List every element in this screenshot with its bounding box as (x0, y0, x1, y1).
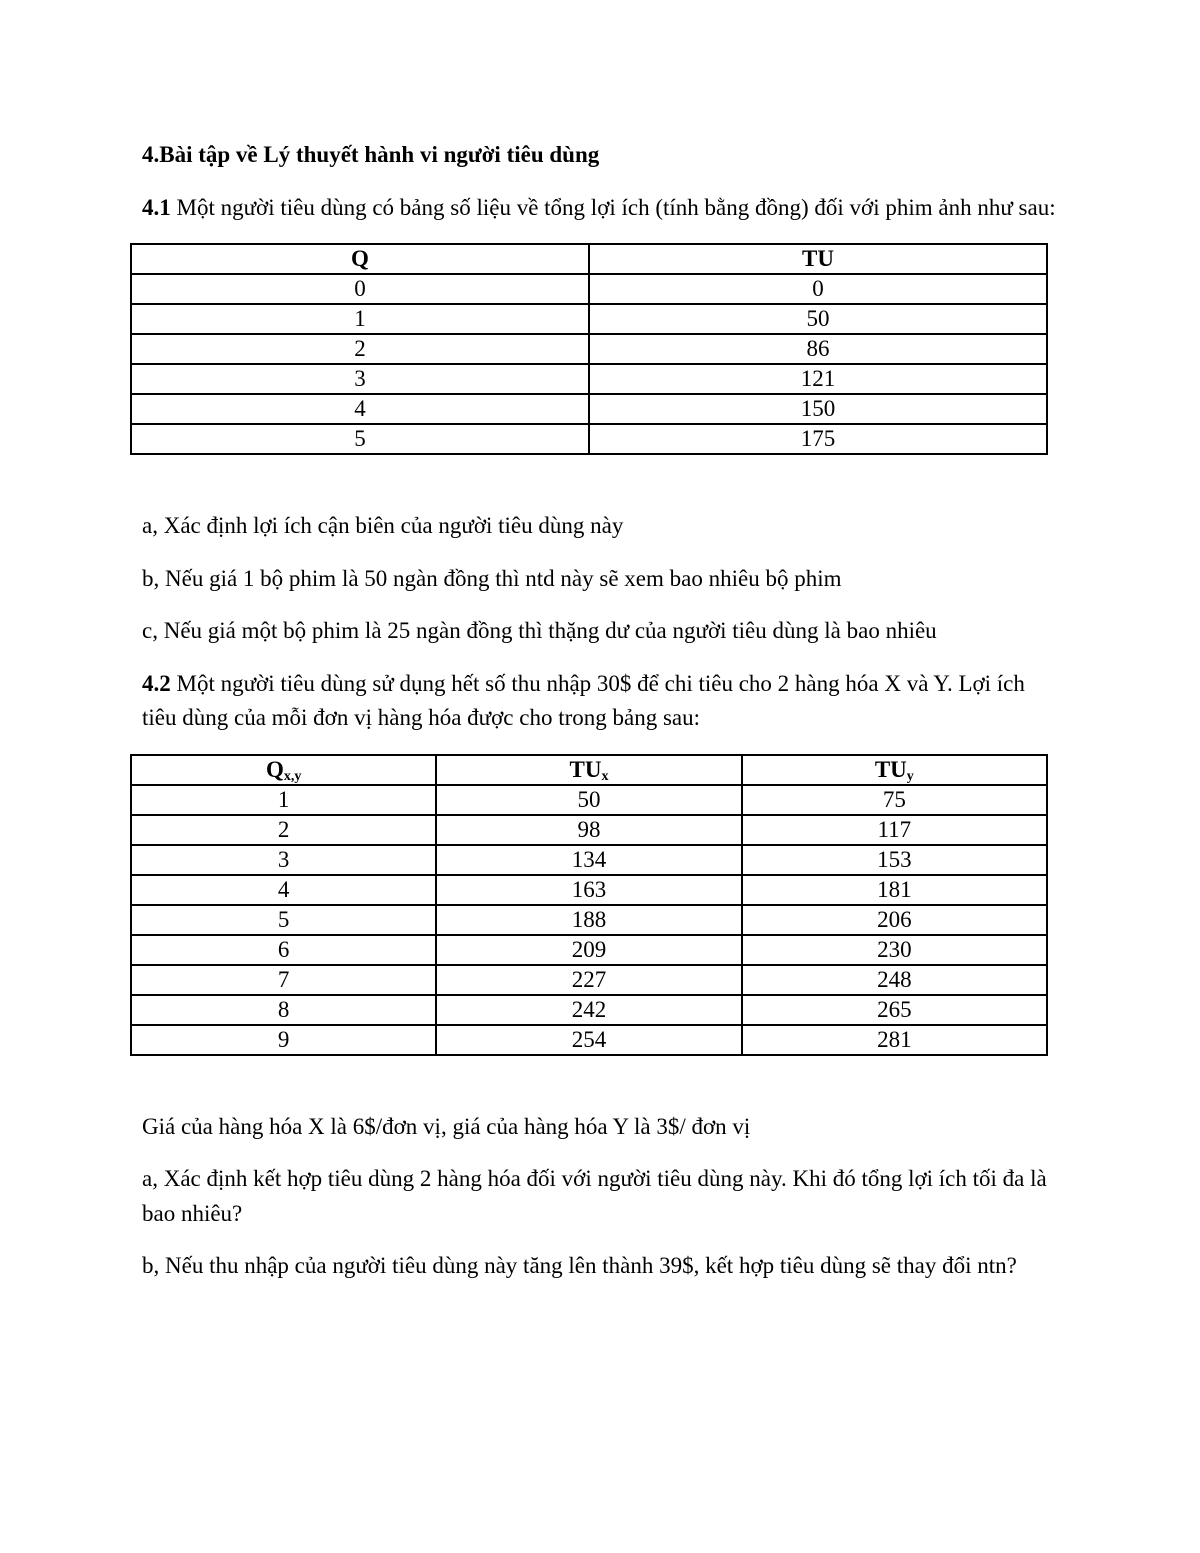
cell-q: 0 (131, 274, 589, 304)
cell-tuy: 117 (742, 815, 1047, 845)
exercise-4-1-number: 4.1 (142, 194, 171, 220)
table-row (131, 304, 1047, 334)
table-header-row (131, 244, 1047, 274)
utility-table-4-2 (130, 754, 1048, 1056)
header-tux (436, 755, 741, 785)
cell-qxy: 3 (131, 845, 436, 875)
table-row (131, 334, 1047, 364)
cell-tu: 86 (589, 334, 1047, 364)
cell-tuy: 265 (742, 995, 1047, 1025)
table-row (131, 364, 1047, 394)
cell-qxy: 5 (131, 905, 436, 935)
cell-tu: 0 (589, 274, 1047, 304)
table-row (131, 995, 1047, 1025)
exercise-4-1-text: Một người tiêu dùng có bảng số liệu về tổng lợi ích (tính bằng đồng) đối với phim ảnh như sau: (170, 194, 1056, 220)
section-title: 4.Bài tập về Lý thuyết hành vi người tiêu dùng (142, 142, 600, 167)
cell-tuy: 181 (742, 875, 1047, 905)
header-tux-main: TU (569, 756, 602, 782)
cell-qxy: 9 (131, 1025, 436, 1055)
cell-tux: 188 (436, 905, 741, 935)
table-header-row (131, 755, 1047, 785)
question-4-1-a: a, Xác định lợi ích cận biên của người tiêu dùng này (142, 513, 624, 538)
table-row (131, 394, 1047, 424)
cell-tu: 50 (589, 304, 1047, 334)
document-content (142, 138, 1062, 1302)
header-qxy (131, 755, 436, 785)
header-q: Q (131, 244, 589, 274)
cell-tux: 242 (436, 995, 741, 1025)
cell-tu: 175 (589, 424, 1047, 454)
header-tu: TU (589, 244, 1047, 274)
table-row (131, 935, 1047, 965)
table-row (131, 905, 1047, 935)
cell-q: 2 (131, 334, 589, 364)
header-tuy (742, 755, 1047, 785)
cell-qxy: 7 (131, 965, 436, 995)
question-4-2-b: b, Nếu thu nhập của người tiêu dùng này tăng lên thành 39$, kết hợp tiêu dùng sẽ thay đổi ntn? (142, 1253, 1017, 1278)
question-4-1-c: c, Nếu giá một bộ phim là 25 ngàn đồng thì thặng dư của người tiêu dùng là bao nhiêu (142, 618, 937, 643)
table-row (131, 1025, 1047, 1055)
cell-tuy: 281 (742, 1025, 1047, 1055)
cell-tux: 98 (436, 815, 741, 845)
cell-qxy: 2 (131, 815, 436, 845)
exercise-4-2-text: Một người tiêu dùng sử dụng hết số thu nhập 30$ để chi tiêu cho 2 hàng hóa X và Y. Lợi ích tiêu dùng của mỗi đơn vị hàng hóa được cho trong bảng sau: (142, 670, 1025, 730)
cell-qxy: 4 (131, 875, 436, 905)
prices-statement: Giá của hàng hóa X là 6$/đơn vị, giá của hàng hóa Y là 3$/ đơn vị (142, 1113, 751, 1139)
question-4-2-a: a, Xác định kết hợp tiêu dùng 2 hàng hóa đối với người tiêu dùng này. Khi đó tổng lợi ích tối đa là bao nhiêu? (142, 1166, 1047, 1226)
cell-tux: 134 (436, 845, 741, 875)
table-row (131, 845, 1047, 875)
header-qxy-sub: x,y (283, 768, 302, 784)
cell-tux: 50 (436, 785, 741, 815)
table-row (131, 875, 1047, 905)
cell-tux: 227 (436, 965, 741, 995)
header-tuy-sub: y (906, 768, 914, 784)
question-4-1-b: b, Nếu giá 1 bộ phim là 50 ngàn đồng thì ntd này sẽ xem bao nhiêu bộ phim (142, 565, 842, 591)
cell-tuy: 230 (742, 935, 1047, 965)
table-row (131, 815, 1047, 845)
cell-qxy: 8 (131, 995, 436, 1025)
table-row (131, 424, 1047, 454)
cell-tuy: 75 (742, 785, 1047, 815)
cell-tuy: 206 (742, 905, 1047, 935)
cell-q: 1 (131, 304, 589, 334)
cell-tux: 254 (436, 1025, 741, 1055)
header-qxy-main: Q (265, 756, 284, 782)
cell-tu: 150 (589, 394, 1047, 424)
cell-qxy: 6 (131, 935, 436, 965)
table-row (131, 965, 1047, 995)
cell-q: 5 (131, 424, 589, 454)
cell-q: 4 (131, 394, 589, 424)
exercise-4-2-intro (142, 667, 1062, 736)
cell-tuy: 248 (742, 965, 1047, 995)
cell-q: 3 (131, 364, 589, 394)
table-row (131, 785, 1047, 815)
cell-tu: 121 (589, 364, 1047, 394)
utility-table-4-1 (130, 243, 1048, 455)
cell-qxy: 1 (131, 785, 436, 815)
cell-tuy: 153 (742, 845, 1047, 875)
header-tux-sub: x (601, 768, 609, 784)
exercise-4-2-number: 4.2 (142, 670, 171, 696)
cell-tux: 163 (436, 875, 741, 905)
table-row (131, 274, 1047, 304)
exercise-4-1-intro (142, 191, 1062, 226)
cell-tux: 209 (436, 935, 741, 965)
header-tuy-main: TU (874, 756, 907, 782)
